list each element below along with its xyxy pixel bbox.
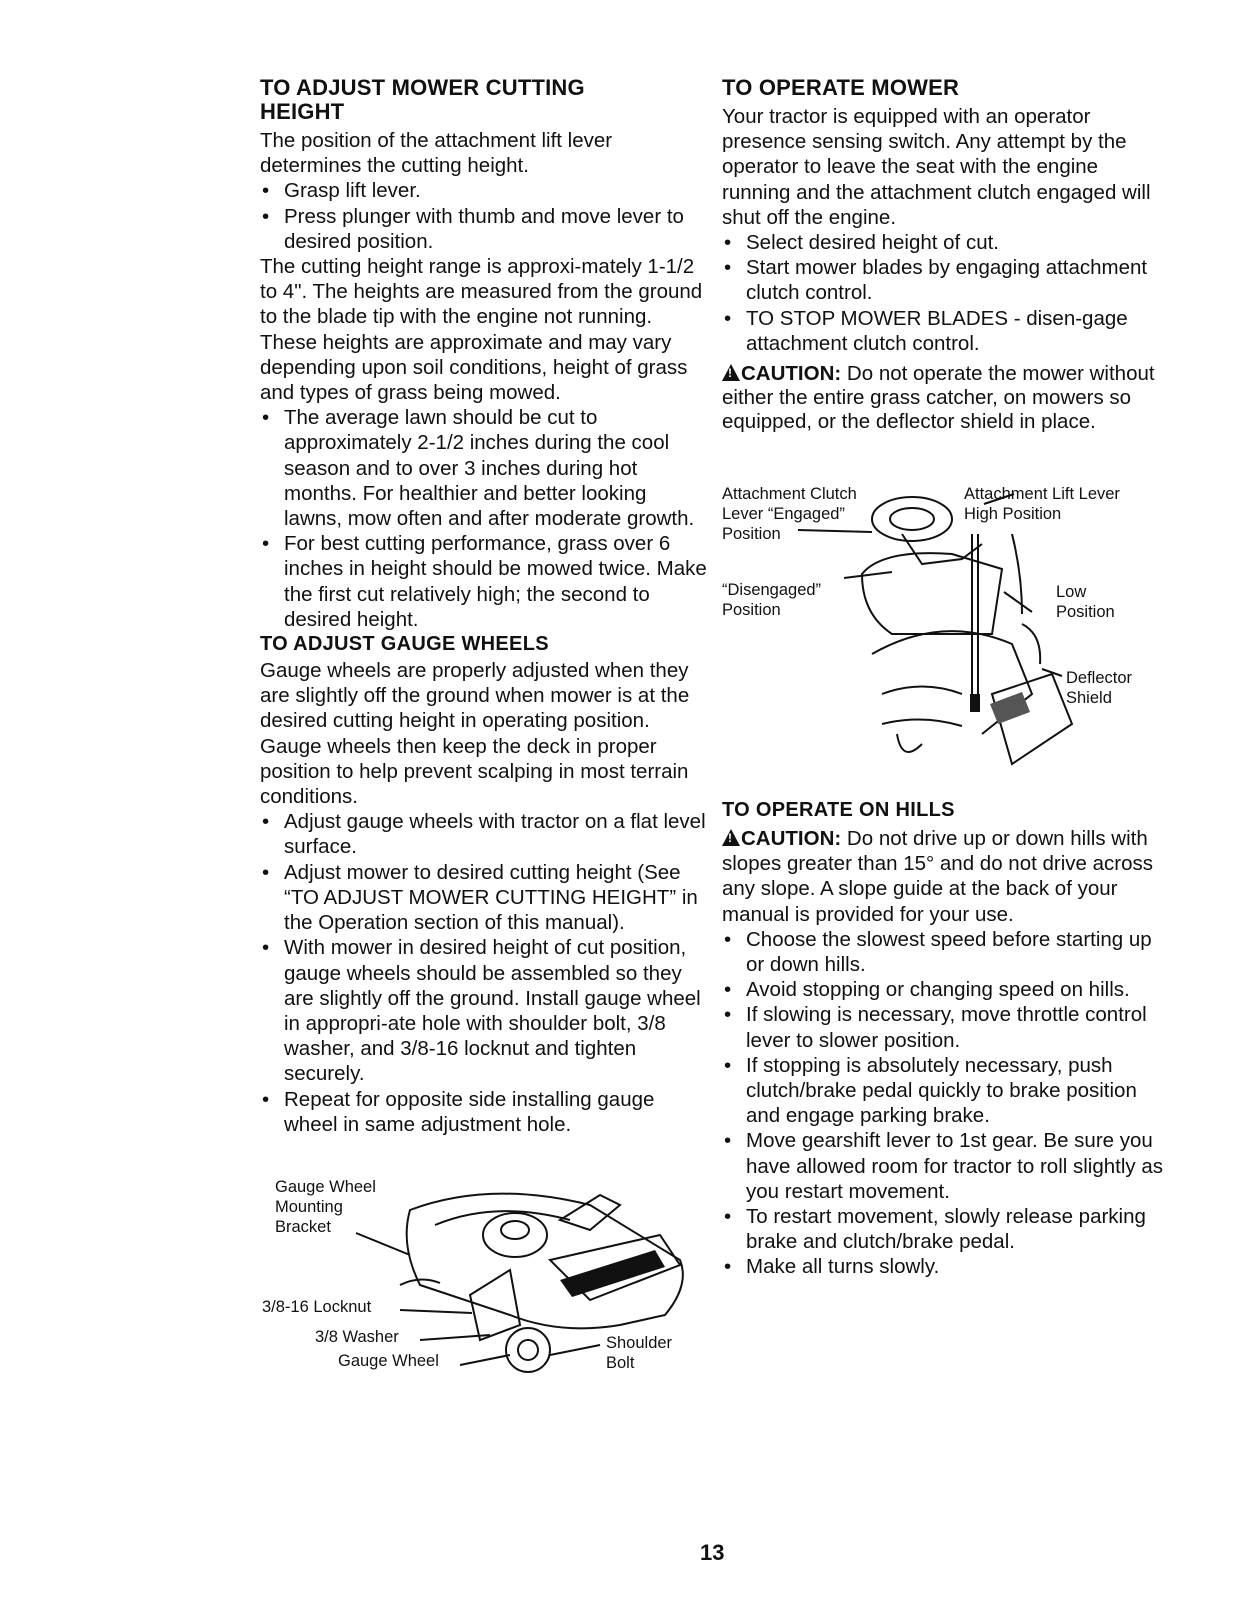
label-disengaged: “Disengaged” Position [722, 581, 822, 620]
label-clutch-engaged: Attachment Clutch Lever “Engaged” Position [722, 485, 857, 544]
caution-text: Do not operate the mower without either the entire grass catcher, on mowers so equipped, or the deflector shield in place. [722, 362, 1155, 434]
paragraph: Your tractor is equipped with an operator presence sensing switch. Any attempt by the operator to leave the seat with the engine running and the attachment clutch engaged will shut off the engine. [722, 105, 1151, 229]
bullet-list [260, 178, 708, 254]
list-item: • Repeat for opposite side installing gauge wheel in same adjustment hole. [260, 1087, 708, 1137]
heading-adjust-cutting-height: TO ADJUST MOWER CUTTING HEIGHT [260, 75, 585, 124]
caution-block [722, 362, 1170, 434]
bullet-list [722, 230, 1170, 356]
warning-icon [722, 829, 740, 846]
list-item: • Move gearshift lever to 1st gear. Be sure you have allowed room for tractor to roll slightly as you restart movement. [722, 1128, 1170, 1204]
heading-adjust-gauge-wheels: TO ADJUST GAUGE WHEELS [260, 633, 549, 656]
label-gauge-wheel: Gauge Wheel [338, 1351, 439, 1370]
list-item: • Select desired height of cut. [722, 230, 1170, 255]
heading-operate-mower: TO OPERATE MOWER [722, 75, 960, 100]
list-item: • Adjust gauge wheels with tractor on a flat level surface. [260, 809, 708, 859]
caution-block [722, 826, 1170, 927]
list-item: • Adjust mower to desired cutting height (See “TO ADJUST MOWER CUTTING HEIGHT” in the Operation section of this manual). [260, 860, 708, 936]
list-item: • The average lawn should be cut to approximately 2-1/2 inches during the cool season and to over 3 inches during hot months. For healthier and better looking lawns, mow often and after moderate growth. [260, 405, 708, 531]
list-item: • Avoid stopping or changing speed on hills. [722, 977, 1170, 1002]
label-locknut: 3/8-16 Locknut [262, 1297, 372, 1316]
list-item: • If stopping is absolutely necessary, push clutch/brake pedal quickly to brake position and engage parking brake. [722, 1053, 1170, 1129]
label-mounting-bracket: Gauge Wheel Mounting Bracket [275, 1177, 376, 1236]
label-washer: 3/8 Washer [315, 1327, 399, 1346]
warning-icon [722, 364, 740, 381]
page-number: 13 [700, 1540, 725, 1565]
list-item: • Grasp lift lever. [260, 178, 708, 203]
list-item: • Make all turns slowly. [722, 1254, 1170, 1279]
list-item: • Press plunger with thumb and move lever to desired position. [260, 204, 708, 254]
tractor-figure [722, 464, 1162, 772]
list-item: • If slowing is necessary, move throttle control lever to slower position. [722, 1002, 1170, 1052]
label-deflector-shield: Deflector Shield [1066, 669, 1133, 708]
caution-label: CAUTION: [741, 827, 842, 851]
label-shoulder-bolt: Shoulder Bolt [606, 1333, 673, 1372]
right-column [722, 76, 1170, 1280]
caution-text: Do not drive up or down hills with slopes greater than 15° and do not drive across any slope. A slope guide at the back of your manual is provided for your use. [722, 827, 1153, 926]
paragraph: The position of the attachment lift lever determines the cutting height. [260, 129, 613, 178]
paragraph: Gauge wheels are properly adjusted when they are slightly off the ground when mower is at the desired cutting height in operating position. Gauge wheels then keep the deck in proper position to help prevent scalping in most terrain conditions. [260, 659, 690, 809]
caution-label: CAUTION: [741, 362, 842, 386]
label-lift-high: Attachment Lift Lever High Position [964, 485, 1120, 524]
left-column [260, 76, 708, 1390]
bullet-list [722, 927, 1170, 1280]
gauge-wheel-figure [260, 1175, 700, 1390]
label-low-position: Low Position [1056, 583, 1115, 622]
list-item: • Start mower blades by engaging attachment clutch control. [722, 255, 1170, 305]
list-item: • To restart movement, slowly release parking brake and clutch/brake pedal. [722, 1204, 1170, 1254]
heading-operate-on-hills: TO OPERATE ON HILLS [722, 799, 955, 822]
bullet-list [260, 405, 708, 632]
bullet-list [260, 809, 708, 1137]
list-item: • Choose the slowest speed before starting up or down hills. [722, 927, 1170, 977]
list-item: • For best cutting performance, grass over 6 inches in height should be mowed twice. Make the first cut relatively high; the second to desired height. [260, 531, 708, 632]
list-item: • With mower in desired height of cut position, gauge wheels should be assembled so they are slightly off the ground. Install gauge wheel in appropri-ate hole with shoulder bolt, 3/8 washer, and 3/8-16 locknut and tighten securely. [260, 935, 708, 1086]
list-item: • TO STOP MOWER BLADES - disen-gage attachment clutch control. [722, 306, 1170, 356]
paragraph: The cutting height range is approxi-mately 1-1/2 to 4". The heights are measured from the ground to the blade tip with the engine not running. These heights are approximate and may vary depending upon soil conditions, height of grass and types of grass being mowed. [260, 255, 703, 405]
